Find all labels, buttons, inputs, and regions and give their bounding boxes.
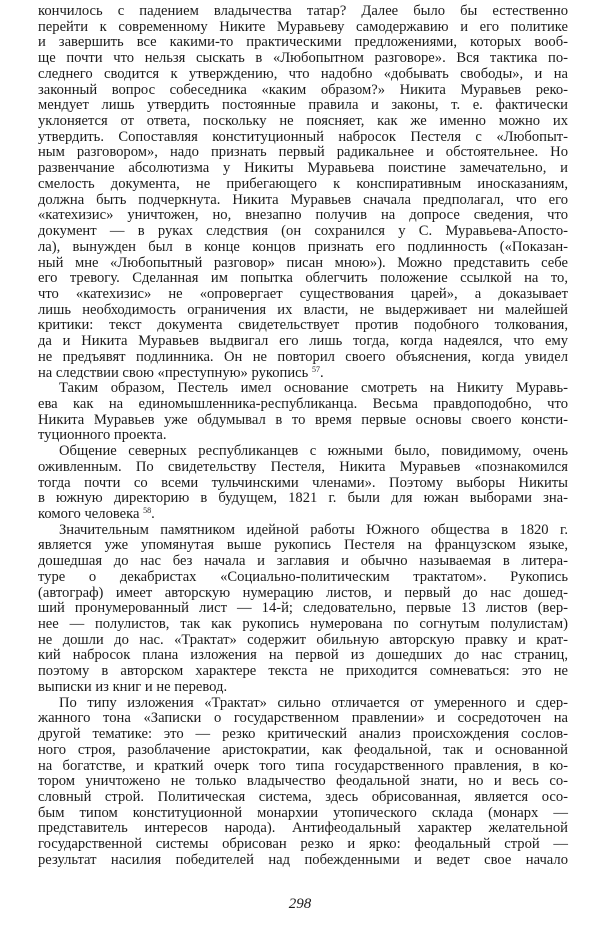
paragraph (38, 4, 568, 381)
text-line: ла), вынужден был в конце концов признать его подлинность («Показан- (38, 238, 568, 255)
text-line: что «катехизис» не «опровергает существования царей», а доказывает (38, 285, 568, 302)
text-line: мендует лишь утвердить постоянные правила и законы, т. е. фактически (38, 97, 568, 114)
line-text: комого человека (38, 506, 144, 522)
text-line: ным разговором», надо признать первый радикальнее и обстоятельнее. Но (38, 144, 568, 161)
text-line: тогда почти со всеми тульчинскими членами». Поэтому выборы Никиты (38, 474, 568, 491)
text-line: государственной системы обрисован резко и ярко: феодальный строй — (38, 836, 568, 853)
text-line: да и Никита Муравьев выдвигал его лишь тогда, когда надеялся, что ему (38, 333, 568, 350)
text-line: представитель интересов народа). Антифеодальный характер желательной (38, 820, 568, 837)
text-line: следнего сводится к утверждению, что надобно «добывать свободы», и на (38, 65, 568, 82)
text-line: в южную директорию в будущем, 1821 г. были для южан выборами зна- (38, 490, 568, 507)
text-line: уклоняется от ответа, поскольку не поясняет, как же именно можно их (38, 113, 568, 130)
text-line: (автограф) имеет авторскую нумерацию листов, и первый до нас дошед- (38, 584, 568, 601)
line-text: на следствии свою «преступную» рукопись (38, 364, 312, 381)
text-line: кончилось с падением владычества татар? Далее было бы естественно (38, 3, 568, 19)
text-line: ного строя, разоблачение аристократии, как феодальной, так и основанной (38, 741, 568, 758)
text-line: Никита Муравьев уже обдумывал в то время первые основы своего консти- (38, 411, 568, 428)
line-punctuation: . (319, 364, 324, 381)
text-line: лишь необходимость ограничения их власти, не выдерживает ни малейшей (38, 301, 568, 318)
page-number: 298 (288, 896, 312, 912)
text-line: туционного проекта. (38, 427, 167, 444)
text-line: Общение северных республиканцев с южными было, повидимому, очень (59, 443, 568, 460)
text-line: ева как на единомышленника-республиканца. Весьма правдоподобно, что (38, 395, 568, 412)
text-line: По типу изложения «Трактат» сильно отличается от умеренного и сдер- (59, 694, 568, 711)
text-line: смелость документа, не прибегающего к конспиративным иносказаниям, (38, 175, 568, 192)
text-line: перейти к современному Никите Муравьеву самодержавию и его политике (38, 18, 568, 35)
text-line: развенчание абсолютизма у Никиты Муравьева поистине замечательно, и (38, 160, 568, 177)
text-line: словный строй. Политическая система, здесь обрисованная, является осо- (38, 788, 568, 805)
text-line: ный мне «Любопытный разговор» писан мною»). Можно представить себе (38, 254, 568, 271)
text-line: кий набросок плана изложения на первой из дошедших до нас страниц, (38, 647, 568, 664)
text-line: документ — в руках следствия (он сохранился у С. Муравьева-Апосто- (38, 223, 568, 240)
text-line (38, 507, 568, 523)
text-line: бым типом конституционной монархии утопического склада (монарх — (38, 804, 568, 821)
text-line: выписки из книг и не перевод. (38, 678, 228, 695)
text-line: дошедшая до нас без начала и заглавия и обычно называемая в литера- (38, 553, 568, 570)
text-line: нее — полулистов, так как рукопись нумерована по согнутым полулистам) (38, 616, 568, 633)
text-line: не дошли до нас. «Трактат» содержит обильную авторскую правку и крат- (38, 631, 568, 648)
text-line: ще почти что нельзя сыскать в «Любопытном разговоре». Вся тактика по- (38, 50, 568, 67)
text-line: утвердить. Сопоставляя конституционный набросок Пестеля с «Любопыт- (38, 128, 568, 145)
paragraph (38, 696, 568, 869)
text-line: оживленным. По свидетельству Пестеля, Никита Муравьев «познакомился (38, 458, 568, 475)
text-line: жанного тона «Записки о государственном правлении» и сосредоточен на (38, 710, 568, 727)
text-line: его тревогу. Сделанная им попытка облегчить положение ссылкой на то, (38, 270, 568, 287)
text-line: и завершить все какими-то практическими предложениями, которых вооб- (38, 34, 568, 51)
paragraph (38, 381, 568, 444)
text-line: другой тематике: это — резко критический анализ происхождения сослов- (38, 726, 568, 743)
line-punctuation: . (151, 506, 155, 522)
text-line: «катехизис» уничтожен, но, внезапно получив на допросе сведения, что (38, 207, 568, 224)
body-text (38, 4, 568, 869)
text-line: на богатстве, и краткий очерк того типа государственного правления, в ко- (38, 757, 568, 774)
text-line: является уже упомянутая выше рукопись Пестеля на французском языке, (38, 537, 568, 554)
text-line (38, 366, 568, 382)
text-line: Значительным памятником идейной работы Южного общества в 1820 г. (59, 521, 568, 538)
paragraph (38, 523, 568, 696)
text-line: туре о декабристах «Социально-политическим трактатом». Рукопись (38, 568, 568, 585)
text-line: законный вопрос собеседника «каким образом?» Никита Муравьев реко- (38, 81, 568, 98)
text-line: должна быть подчеркнута. Никита Муравьев сначала предполагал, что его (38, 191, 568, 208)
text-line: ший пронумерованный лист — 14-й; следовательно, первые 13 листов (вер- (38, 600, 568, 617)
footnote-marker: 58 (143, 506, 152, 515)
text-line: критики: текст документа свидетельствует против подобного толкования, (38, 317, 568, 334)
footnote-marker: 57 (311, 364, 320, 374)
text-line: не предъявят подлинника. Он не повторил своего объяснения, когда увидел (38, 348, 568, 365)
paragraph (38, 444, 568, 523)
text-line: результат насилия победителей над побежденными и ведет свое начало (38, 851, 568, 868)
text-line: поэтому в авторском характере текста не приходится сомневаться: это не (38, 663, 568, 680)
text-line: тором уничтожено не только владычество феодальной знати, но и весь со- (38, 773, 568, 790)
text-line: Таким образом, Пестель имел основание смотреть на Никиту Муравь- (59, 380, 568, 397)
